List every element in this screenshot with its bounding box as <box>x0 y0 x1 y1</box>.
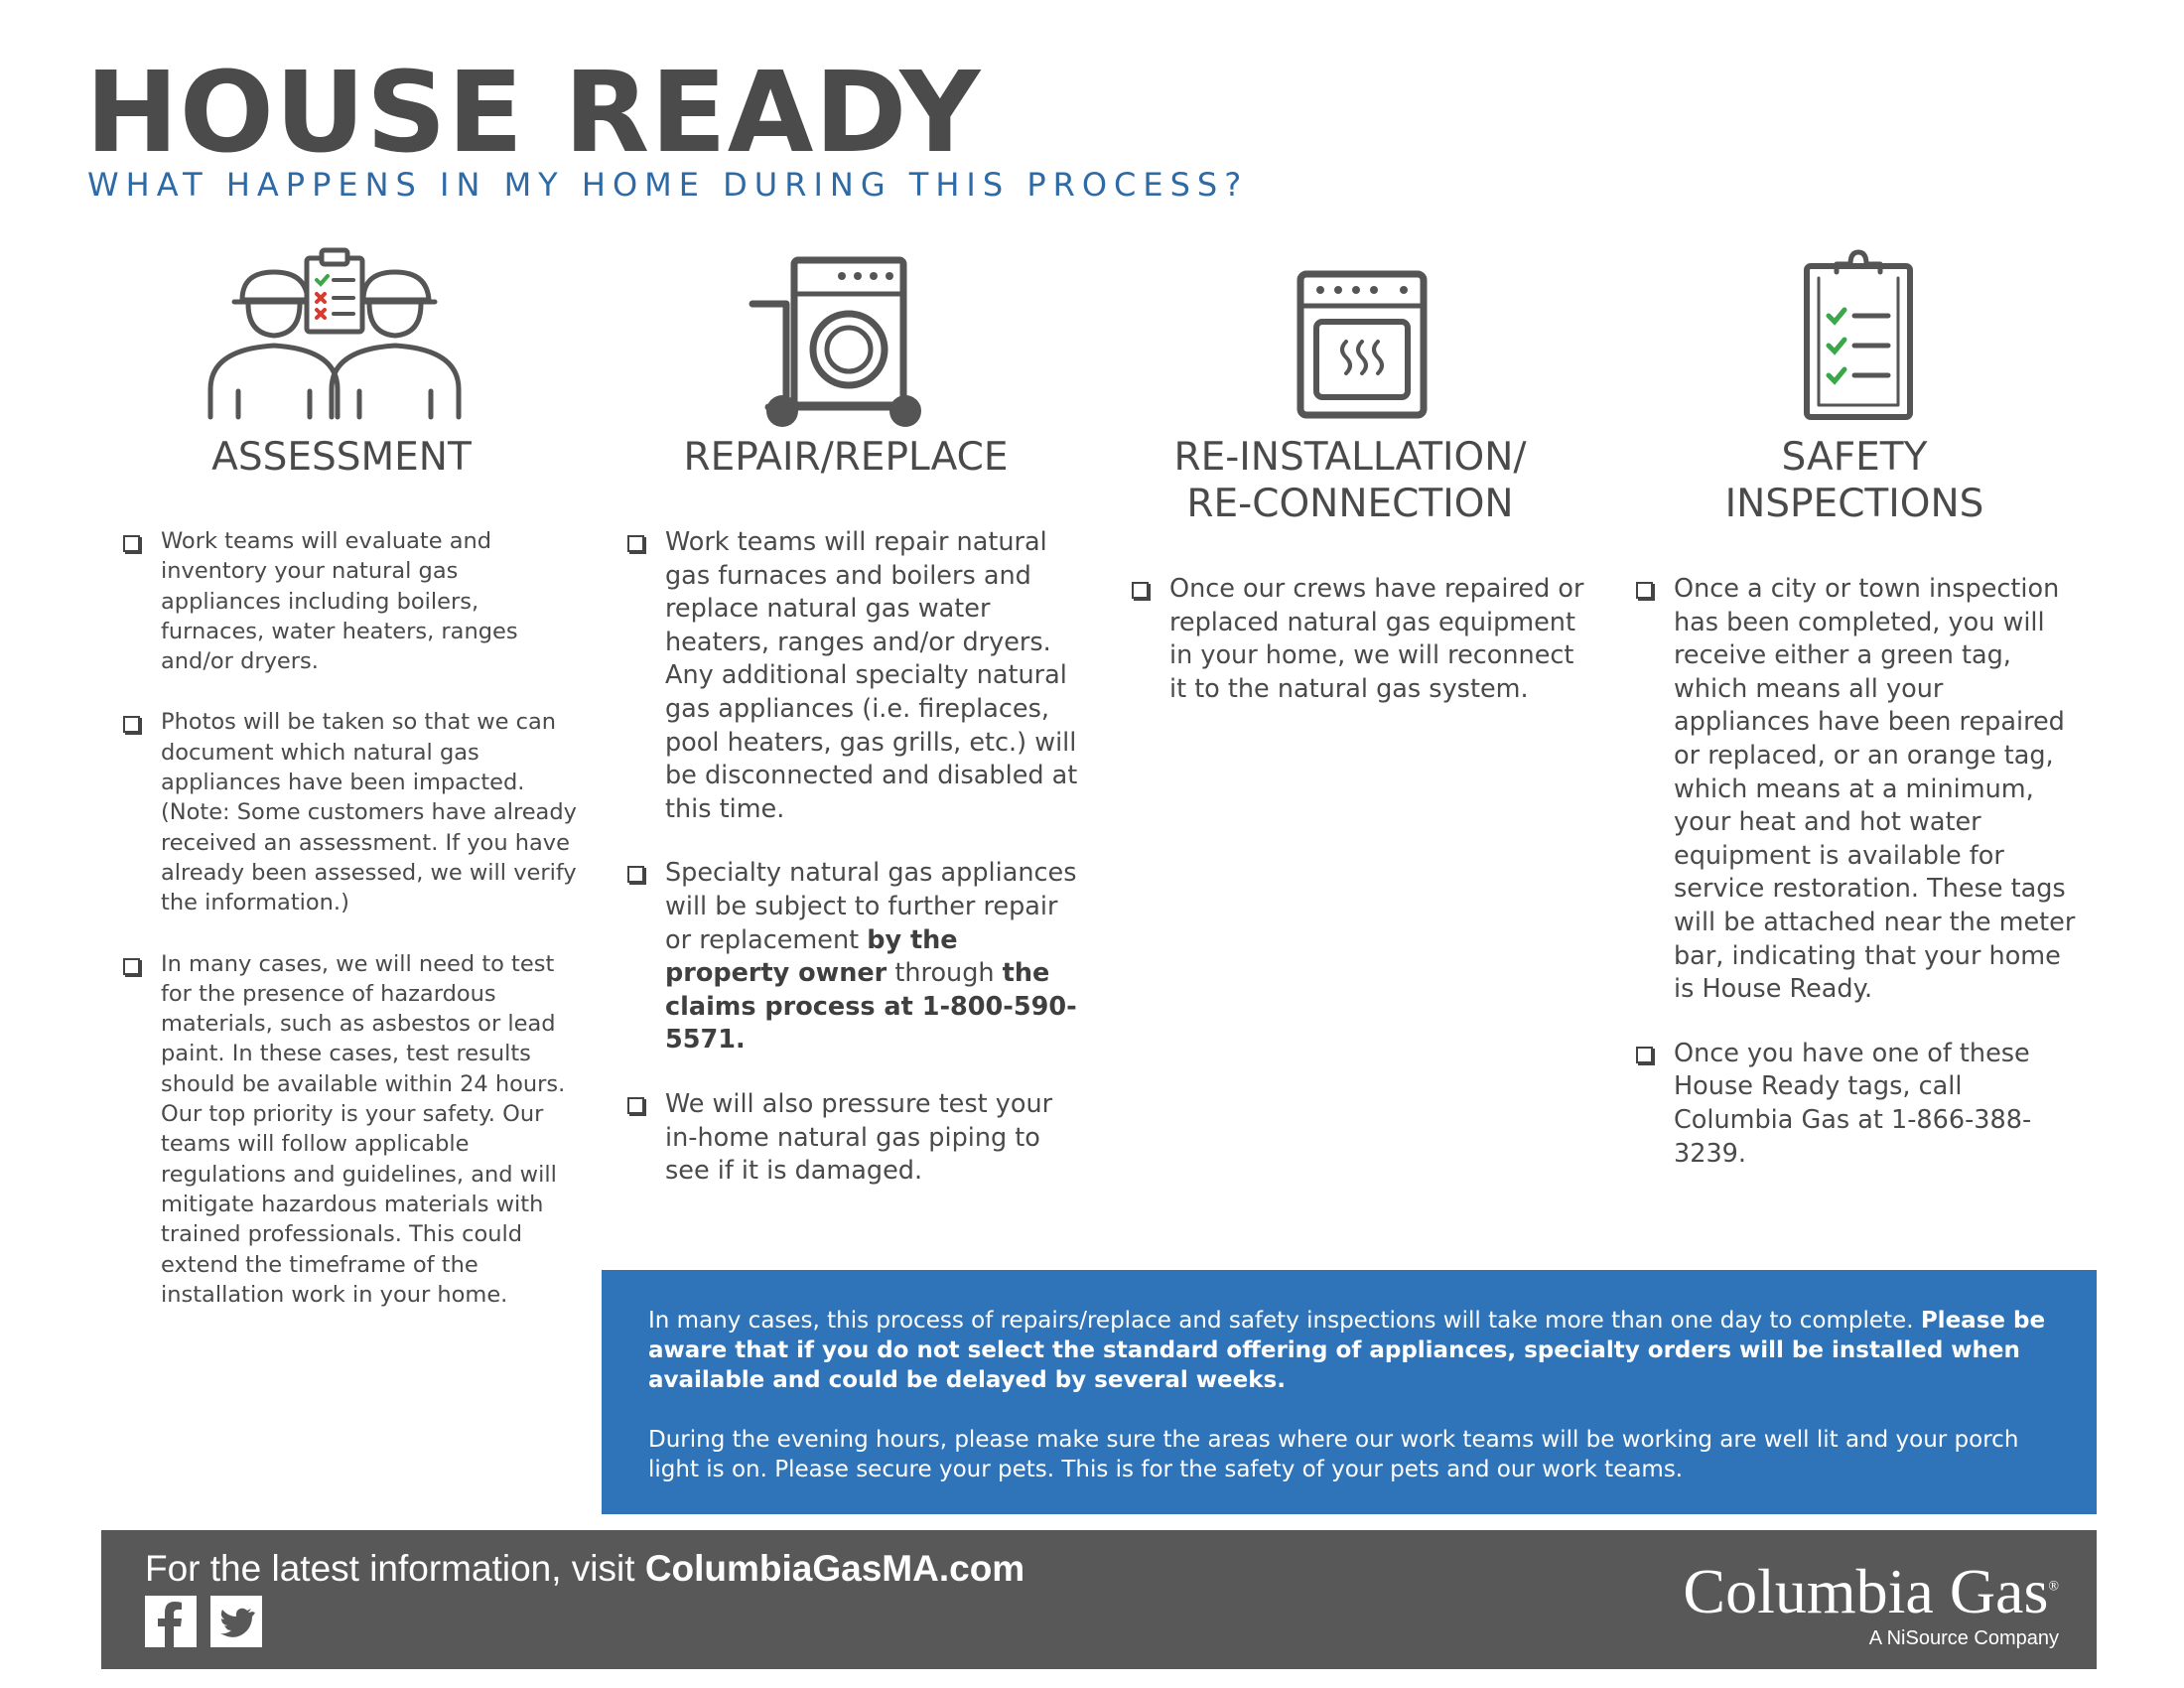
item-text-bold: by the property owner <box>665 924 958 989</box>
list-item <box>627 857 1084 1057</box>
heading-line: SAFETY <box>1781 435 1928 480</box>
list-item <box>1636 1038 2087 1171</box>
heading-line: ASSESSMENT <box>211 435 472 480</box>
claims-phone-text: the claims process at 1-800-590-5571. <box>665 958 1077 1055</box>
list-item-text: In many cases, we will need to test for the presence of hazardous materials, such as asbestos or lead paint. In these cases, test results should be available within 24 hours. Our top priority is your safety. Our teams will follow applicable regulations and guidelines, and will mitigate hazardous materials with trained professionals. This could extend the timeframe of the installation work in your home. <box>161 950 566 1308</box>
checkbox-bullet-icon <box>627 535 644 552</box>
list-item <box>123 526 580 676</box>
list-item-text: Photos will be taken so that we can document which natural gas appliances have been impacted. (Note: Some customers have already received an assessment. If you have already been assessed, we will verify the information.) <box>161 709 577 916</box>
checkbox-bullet-icon <box>123 716 140 733</box>
list-item <box>123 707 580 917</box>
page-subtitle: WHAT HAPPENS IN MY HOME DURING THIS PROCESS? <box>87 166 1249 204</box>
heading-line: REPAIR/REPLACE <box>683 435 1009 480</box>
dryer-on-dolly-icon <box>747 256 929 431</box>
page-title: HOUSE READY <box>85 49 982 178</box>
list-item-text: Once a city or town inspection has been completed, you will receive either a green tag, which means all your appliances have been repaired or replaced, or an orange tag, which means at a minimum, your heat and hot water equipment is available for service restoration. These tags will be attached near the meter bar, indicating that your home is House Ready. <box>1674 574 2076 1005</box>
notice-text: In many cases, this process of repairs/replace and safety inspections will take more than one day to complete. <box>648 1308 1914 1334</box>
heading-line: RE-INSTALLATION/ <box>1173 435 1527 480</box>
list-item <box>1636 573 2087 1007</box>
facebook-icon[interactable] <box>145 1596 197 1647</box>
checkbox-bullet-icon <box>627 1097 644 1114</box>
notice-paragraph: During the evening hours, please make sure the areas where our work teams will be working are well lit and your porch light is on. Please secure your pets. This is for the safety of your pets and our work teams. <box>648 1427 2019 1482</box>
list-item-text: Work teams will evaluate and inventory your natural gas appliances including boilers, furnaces, water heaters, ranges and/or dryers. <box>161 528 518 675</box>
brand-name <box>1683 1556 2059 1626</box>
footer-bar <box>101 1530 2097 1669</box>
safety-inspections-heading <box>1656 434 2053 527</box>
checklist-clipboard-icon <box>1801 248 1916 421</box>
list-item <box>627 1088 1084 1189</box>
list-item-text <box>665 857 1084 1057</box>
brand-text: Columbia Gas <box>1683 1556 2049 1626</box>
list-item <box>1132 573 1588 706</box>
footer-text: For the latest information, visit <box>145 1548 645 1589</box>
oven-icon <box>1297 270 1428 419</box>
brand-tagline: A NiSource Company <box>1868 1627 2059 1649</box>
list-item-text: Once you have one of these House Ready tags, call Columbia Gas at 1-866-388-3239. <box>1674 1038 2032 1169</box>
checkbox-bullet-icon <box>627 866 644 883</box>
item-text-part: Specialty natural gas appliances will be subject to further repair or replacement <box>665 858 1077 955</box>
checkbox-bullet-icon <box>123 958 140 975</box>
reinstallation-list <box>1132 573 1588 737</box>
assessment-heading <box>143 434 540 481</box>
reinstallation-heading <box>1152 434 1549 527</box>
checkbox-bullet-icon <box>1636 1047 1653 1063</box>
checkbox-bullet-icon <box>1636 582 1653 599</box>
list-item-text: Once our crews have repaired or replaced natural gas equipment in your home, we will reconnect it to the natural gas system. <box>1169 574 1584 704</box>
notice-paragraph <box>648 1306 2051 1395</box>
item-text-part: through <box>887 958 1003 989</box>
list-item-text: Work teams will repair natural gas furnaces and boilers and replace natural gas water heaters, ranges and/or dryers. Any additional specialty natural gas appliances (i.e. fireplaces, pool heaters, gas grills, etc.) will be disconnected and disabled at this time. <box>665 527 1078 824</box>
checkbox-bullet-icon <box>1132 582 1149 599</box>
heading-line: INSPECTIONS <box>1724 482 1984 526</box>
repair-replace-list <box>627 526 1084 1219</box>
work-team-clipboard-icon <box>205 242 467 421</box>
footer-info <box>145 1550 1024 1587</box>
heading-line: RE-CONNECTION <box>1186 482 1514 526</box>
notice-warning-text: Please be aware that if you do not select the standard offering of appliances, specialty orders will be installed when available and could be delayed by several weeks. <box>648 1308 2046 1393</box>
repair-replace-heading <box>647 434 1044 481</box>
list-item <box>627 526 1084 826</box>
list-item <box>123 949 580 1311</box>
list-item-text: We will also pressure test your in-home natural gas piping to see if it is damaged. <box>665 1088 1053 1187</box>
assessment-list <box>123 526 580 1340</box>
brand-logo <box>1683 1556 2059 1650</box>
registered-mark: ® <box>2048 1579 2059 1595</box>
twitter-icon[interactable] <box>210 1596 262 1647</box>
checkbox-bullet-icon <box>123 535 140 552</box>
notice-box <box>602 1270 2097 1514</box>
safety-inspections-list <box>1636 573 2087 1201</box>
website-link[interactable]: ColumbiaGasMA.com <box>644 1548 1025 1589</box>
